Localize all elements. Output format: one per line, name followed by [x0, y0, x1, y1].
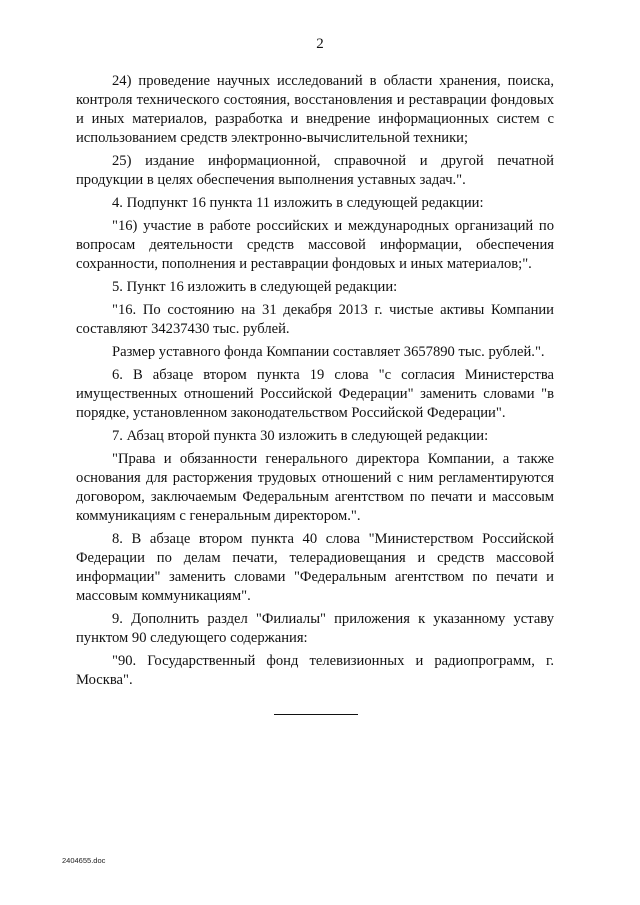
paragraph-amendment-8: 8. В абзаце втором пункта 40 слова "Министерством Российской Федерации по делам печати, телерадиовещания и средств массовой информации" заменить словами "Федеральным агентством по печати и массовым коммуникациям".	[76, 531, 554, 604]
document-body	[76, 72, 554, 690]
paragraph-item-24: 24) проведение научных исследований в области хранения, поиска, контроля технического состояния, восстановления и реставрации фондовых и иных материалов, разработка и внедрение информационных систем с использованием средств электронно-вычислительной техники;	[76, 73, 554, 146]
closing-rule	[274, 714, 358, 715]
paragraph-amendment-5: 5. Пункт 16 изложить в следующей редакции:	[112, 279, 398, 295]
paragraph-amendment-4: 4. Подпункт 16 пункта 11 изложить в следующей редакции:	[112, 195, 484, 211]
footer-file-code: 2404655.doc	[62, 856, 106, 865]
page-number: 2	[316, 36, 324, 52]
paragraph-branch-90: "90. Государственный фонд телевизионных и радиопрограмм, г. Москва".	[76, 653, 554, 688]
paragraph-amendment-9: 9. Дополнить раздел "Филиалы" приложения к указанному уставу пунктом 90 следующего содержания:	[76, 611, 554, 646]
paragraph-net-assets: "16. По состоянию на 31 декабря 2013 г. чистые активы Компании составляют 34237430 тыс. рублей.	[76, 302, 554, 337]
paragraph-amendment-7: 7. Абзац второй пункта 30 изложить в следующей редакции:	[112, 428, 489, 444]
paragraph-director-rights: "Права и обязанности генерального директора Компании, а также основания для расторжения трудовых отношений с ним регламентируются договором, заключаемым Федеральным агентством по печати и массовым коммуникациям с генеральным директором.".	[76, 451, 554, 524]
paragraph-amendment-6: 6. В абзаце втором пункта 19 слова "с согласия Министерства имущественных отношений Российской Федерации" заменить словами "в порядке, установленном законодательством Российской Федерации".	[76, 367, 554, 421]
paragraph-charter-capital: Размер уставного фонда Компании составляет 3657890 тыс. рублей.".	[112, 344, 545, 360]
paragraph-quote-16: "16) участие в работе российских и международных организаций по вопросам деятельности средств массовой информации, обеспечения сохранности, пополнения и реставрации фондовых и иных материалов;".	[76, 218, 554, 272]
paragraph-item-25: 25) издание информационной, справочной и другой печатной продукции в целях обеспечения выполнения уставных задач.".	[76, 153, 554, 188]
